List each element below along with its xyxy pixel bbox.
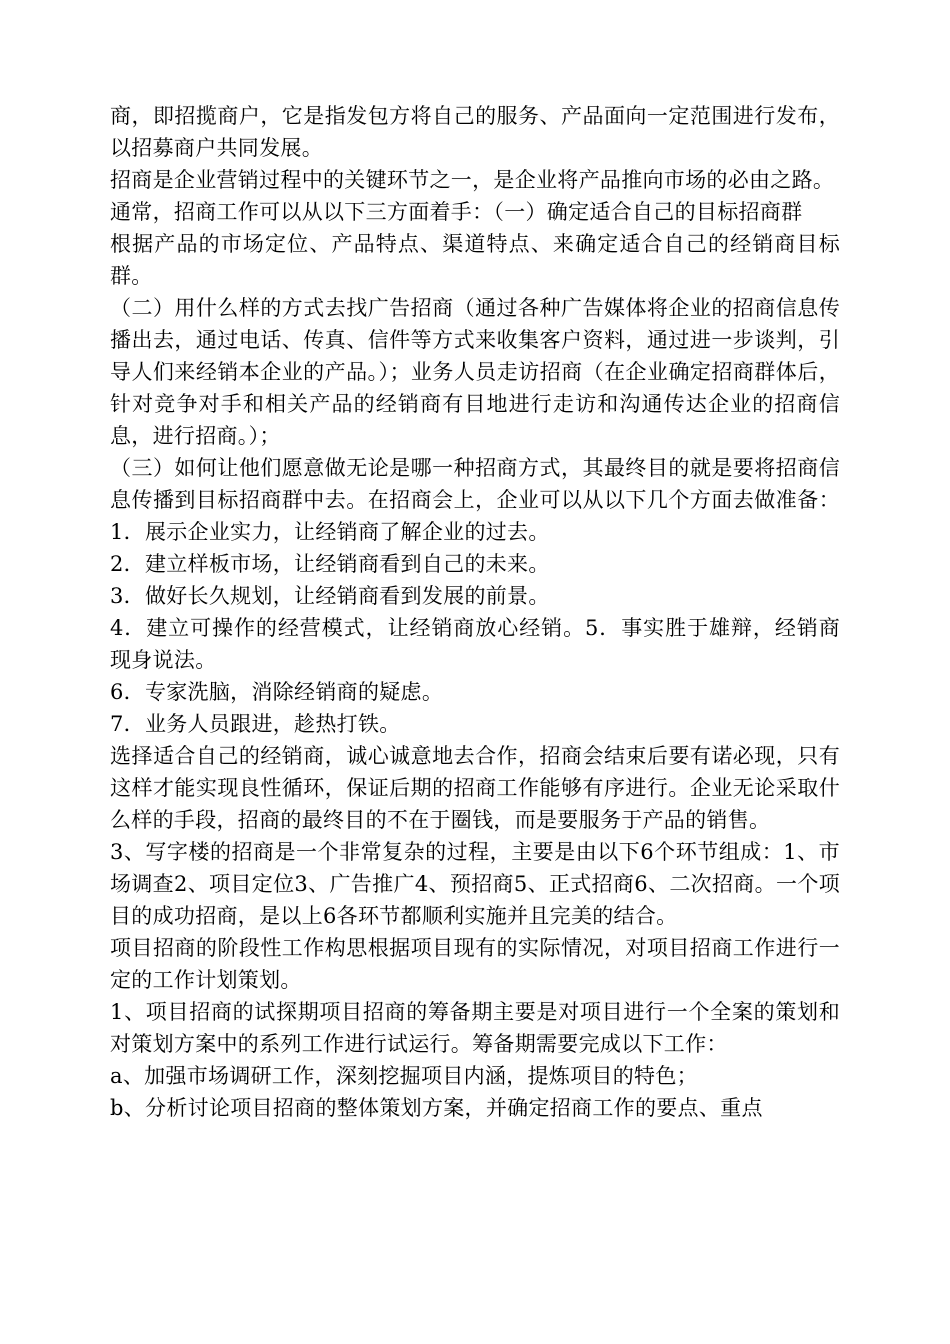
paragraph-trial-period: 1、项目招商的试探期项目招商的筹备期主要是对项目进行一个全案的策划和对策划方案中的系列工作进行试运行。筹备期需要完成以下工作： [110,1000,840,1056]
paragraph-key-link: 招商是企业营销过程中的关键环节之一，是企业将产品推向市场的必由之路。 [110,168,835,192]
list-item-2: 2．建立样板市场，让经销商看到自己的未来。 [110,552,550,576]
paragraph-target-group: 根据产品的市场定位、产品特点、渠道特点、来确定适合自己的经销商目标群。 [110,232,840,288]
paragraph-select-dealer: 选择适合自己的经销商，诚心诚意地去合作，招商会结束后要有诺必现，只有这样才能实现良性循环，保证后期的招商工作能够有序进行。企业无论采取什么样的手段，招商的最终目的不在于圈钱，而是要服务于产品的销售。 [110,744,840,832]
paragraph-intro: 商，即招揽商户，它是指发包方将自己的服务、产品面向一定范围进行发布，以招募商户共同发展。 [110,104,840,160]
paragraph-office-process: 3、写字楼的招商是一个非常复杂的过程，主要是由以下6个环节组成：1、市场调查2、项目定位3、广告推广4、预招商5、正式招商6、二次招商。一个项目的成功招商，是以上6各环节都顺利实施并且完美的结合。 [110,840,840,928]
list-item-7: 7．业务人员跟进，趁热打铁。 [110,712,401,736]
list-item-6: 6．专家洗脑，消除经销商的疑虑。 [110,680,444,704]
paragraph-three-aspects: 通常，招商工作可以从以下三方面着手：（一）确定适合自己的目标招商群 [110,200,803,224]
paragraph-phase-plan: 项目招商的阶段性工作构思根据项目现有的实际情况，对项目招商工作进行一定的工作计划策划。 [110,936,840,992]
list-item-3: 3．做好长久规划，让经销商看到发展的前景。 [110,584,550,608]
list-item-a: a、加强市场调研工作，深刻挖掘项目内涵，提炼项目的特色； [110,1064,698,1088]
document-body [110,100,840,1124]
list-item-4-5: 4．建立可操作的经营模式，让经销商放心经销。5．事实胜于雄辩，经销商现身说法。 [110,616,840,672]
list-item-b: b、分析讨论项目招商的整体策划方案，并确定招商工作的要点、重点 [110,1096,763,1120]
paragraph-willingness: （三）如何让他们愿意做无论是哪一种招商方式，其最终目的就是要将招商信息传播到目标招商群中去。在招商会上，企业可以从以下几个方面去做准备：1．展示企业实力，让经销商了解企业的过去。 [110,456,840,544]
paragraph-methods: （二）用什么样的方式去找广告招商（通过各种广告媒体将企业的招商信息传播出去，通过电话、传真、信件等方式来收集客户资料，通过进一步谈判，引导人们来经销本企业的产品。）；业务人员走访招商（在企业确定招商群体后，针对竞争对手和相关产品的经销商有目地进行走访和沟通传达企业的招商信息，进行招商。）； [110,296,840,448]
